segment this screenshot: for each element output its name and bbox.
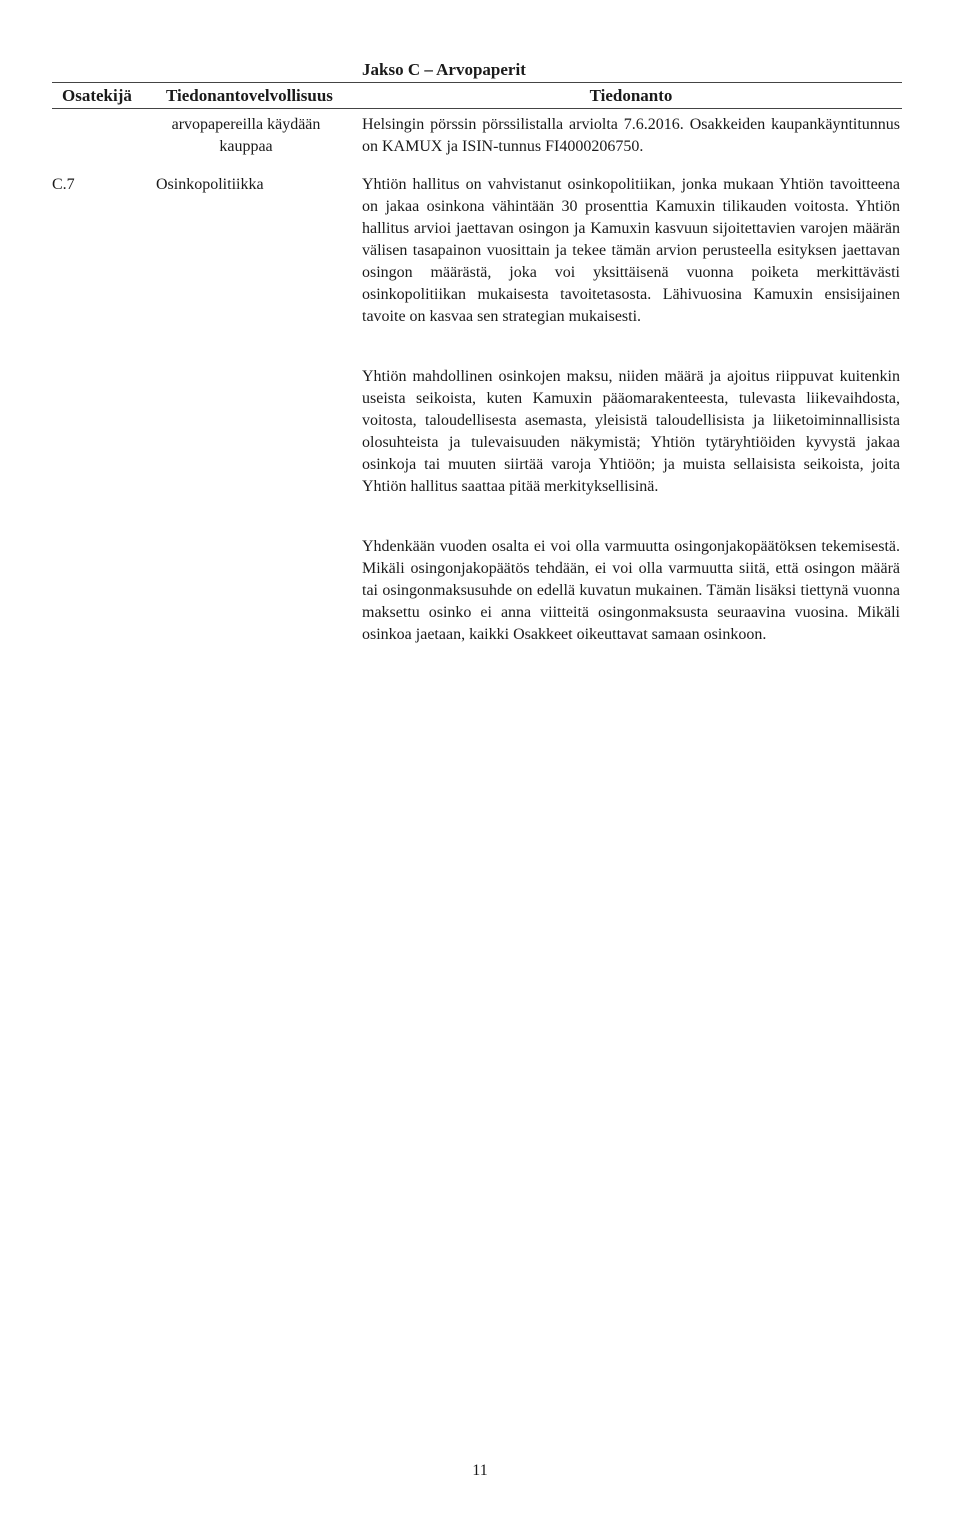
trading-disclosure-cell: arvopapereilla käydään kauppaa: [171, 116, 321, 155]
column-header-info: Tiedonanto: [589, 86, 673, 105]
column-header-issuer: Osatekijä: [62, 86, 132, 105]
header-top-rule: [52, 82, 902, 83]
dividend-row-label: Osinkopolitiikka: [156, 176, 264, 193]
page-number: 11: [472, 1462, 488, 1479]
column-header-disclosure: Tiedonantovelvollisuus: [166, 86, 333, 105]
dividend-paragraph-3: Yhdenkään vuoden osalta ei voi olla varmuutta osingonjakopäätöksen tekemisestä. Mikäli osingonjakopäätös tehdään, ei voi olla varmuutta siitä, että osingon määrä tai osingonmaksusuhde on edellä kuvatun mukainen. Tämän lisäksi tiettynä vuonna maksettu osinko ei anna viitteitä osingonmaksusta seuraavina vuosina. Mikäli osinkoa jaetaan, kaikki Osakkeet oikeuttavat samaan osinkoon.: [362, 538, 900, 643]
dividend-row-id: C.7: [52, 176, 75, 193]
trading-info-cell: Helsingin pörssin pörssilistalla arviolta 7.6.2016. Osakkeiden kaupankäyntitunnus on KAMUX ja ISIN-tunnus FI4000206750.: [362, 116, 900, 155]
dividend-paragraph-1: Yhtiön hallitus on vahvistanut osinkopolitiikan, jonka mukaan Yhtiön tavoitteena on jakaa osinkona vähintään 30 prosenttia Kamuxin tilikauden voitosta. Yhtiön hallitus arvioi jaettavan osingon ja Kamuxin kasvuun sijoitettavien varojen määrän välisen tasapainon vuosittain ja tekee tämän arvion perusteella esityksen jaettavan osingon määrästä, joka voi yksittäisenä vuonna poiketa merkittävästi osinkopolitiikan mukaisesta tavoitetasosta. Lähivuosina Kamuxin ensisijainen tavoite on kasvaa sen strategian mukaisesti.: [362, 176, 900, 325]
header-bottom-rule: [52, 108, 902, 109]
dividend-paragraph-2: Yhtiön mahdollinen osinkojen maksu, niiden määrä ja ajoitus riippuvat kuitenkin useista seikoista, kuten Kamuxin pääomarakenteesta, tulevasta liikevaihdosta, voitosta, taloudellisesta asemasta, yleisistä taloudellisista ja liiketoiminnallisista olosuhteista ja tulevaisuuden näkymistä; Yhtiön tytäryhtiöiden kyvystä jakaa osinkoja tai muuten siirtää varoja Yhtiöön; ja muista sellaisista seikoista, joita Yhtiön hallitus saattaa pitää merkityksellisinä.: [362, 368, 900, 495]
section-title: Jakso C – Arvopaperit: [362, 60, 526, 79]
